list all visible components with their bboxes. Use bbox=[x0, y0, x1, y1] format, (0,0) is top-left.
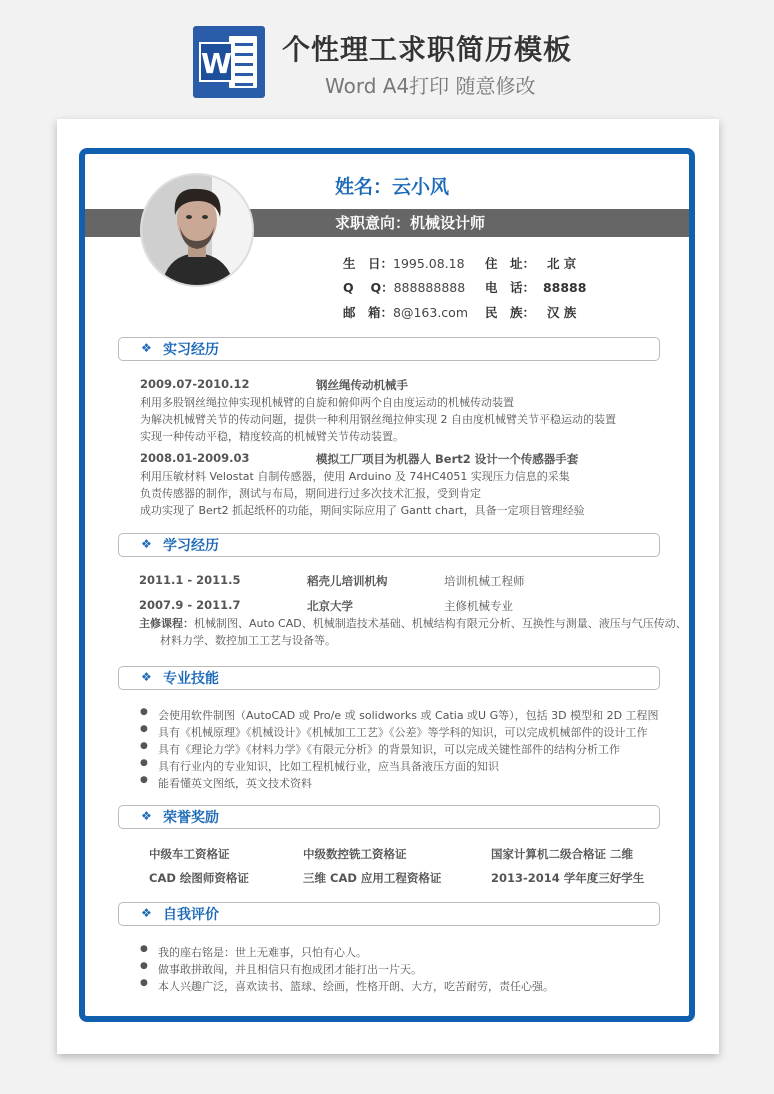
skill-item: ● 具有《理论力学》《材料力学》《有限元分析》的背景知识，可以完成关键性部件的结构分析工作 bbox=[140, 741, 620, 757]
section-title: 学习经历 bbox=[163, 538, 219, 554]
internship-line: 负责传感器的制作，测试与布局，期间进行过多次技术汇报，受到肯定 bbox=[140, 487, 481, 500]
info-email bbox=[343, 303, 468, 321]
info-value: 北 京 bbox=[546, 256, 577, 271]
info-label: 邮 箱： bbox=[343, 305, 394, 320]
word-letter: W bbox=[199, 42, 233, 82]
internship-line: 实现一种传动平稳，精度较高的机械臂关节传动装置。 bbox=[140, 430, 404, 443]
education-period: 2011.1 - 2011.5 bbox=[139, 573, 241, 587]
section-self-eval bbox=[118, 902, 660, 926]
section-title: 实习经历 bbox=[163, 342, 219, 358]
internship-period: 2009.07-2010.12 bbox=[140, 377, 250, 391]
info-address bbox=[485, 254, 576, 272]
honor-item: 中级数控铣工资格证 bbox=[303, 847, 407, 861]
section-internship bbox=[118, 337, 660, 361]
internship-line: 成功实现了 Bert2 抓起纸杯的功能，期间实际应用了 Gantt chart，具备一定项目管理经验 bbox=[140, 504, 585, 517]
document-lines-icon bbox=[229, 36, 257, 88]
info-label: 生 日： bbox=[343, 256, 394, 271]
resume-paper bbox=[57, 119, 719, 1054]
internship-title: 钢丝绳传动机械手 bbox=[316, 378, 408, 392]
portrait-photo bbox=[142, 175, 252, 285]
section-title: 荣誉奖励 bbox=[163, 810, 219, 826]
honor-item: 中级车工资格证 bbox=[149, 847, 230, 861]
page-title: 个性理工求职简历模板 bbox=[282, 33, 573, 66]
internship-line: 为解决机械臂关节的传动问题，提供一种利用钢丝绳拉伸实现 2 自由度机械臂关节平稳运动的装置 bbox=[140, 413, 616, 426]
diamond-icon: ❖ bbox=[141, 537, 152, 551]
info-qq bbox=[343, 278, 465, 296]
education-period: 2007.9 - 2011.7 bbox=[139, 598, 241, 612]
page-subtitle: Word A4打印 随意修改 bbox=[325, 74, 536, 98]
honor-item: CAD 绘图师资格证 bbox=[149, 871, 249, 885]
honor-item: 2013-2014 学年度三好学生 bbox=[491, 871, 645, 885]
courses-label: 主修课程： bbox=[139, 617, 194, 630]
courses-text: 机械制图、Auto CAD、机械制造技术基础、机械结构有限元分析、互换性与测量、液压与气压传动、 bbox=[194, 617, 687, 630]
skill-item: ● 具有行业内的专业知识，比如工程机械行业，应当具备液压方面的知识 bbox=[140, 758, 499, 774]
info-phone bbox=[485, 278, 586, 296]
info-ethnic bbox=[485, 303, 576, 321]
internship-line: 利用压敏材料 Velostat 自制传感器，使用 Arduino 及 74HC4051 实现压力信息的采集 bbox=[140, 470, 570, 483]
info-value: 8@163.com bbox=[393, 305, 468, 320]
info-label: 住 址： bbox=[485, 256, 536, 271]
candidate-name: 姓名：云小风 bbox=[335, 176, 450, 198]
self-eval-item: ● 做事敢拼敢闯，并且相信只有抱成团才能打出一片天。 bbox=[140, 961, 422, 977]
job-intent: 求职意向：机械设计师 bbox=[335, 214, 486, 232]
honor-item: 国家计算机二级合格证 二维 bbox=[491, 847, 634, 861]
education-school: 稻壳儿培训机构 bbox=[307, 574, 388, 588]
internship-period: 2008.01-2009.03 bbox=[140, 451, 250, 465]
diamond-icon: ❖ bbox=[141, 906, 152, 920]
info-label: 民 族： bbox=[485, 305, 536, 320]
education-school: 北京大学 bbox=[307, 599, 353, 613]
diamond-icon: ❖ bbox=[141, 341, 152, 355]
resume-frame bbox=[79, 148, 695, 1022]
section-title: 专业技能 bbox=[163, 671, 219, 687]
skill-item: ● 会使用软件制图（AutoCAD 或 Pro/e 或 solidworks 或 Catia 或U G等），包括 3D 模型和 2D 工程图 bbox=[140, 707, 659, 723]
section-education bbox=[118, 533, 660, 557]
info-value: 1995.08.18 bbox=[393, 256, 465, 271]
info-value: 汉 族 bbox=[546, 305, 577, 320]
internship-line: 利用多股钢丝绳拉伸实现机械臂的自旋和俯仰两个自由度运动的机械传动装置 bbox=[140, 396, 514, 409]
skill-item: ● 能看懂英文图纸，英文技术资料 bbox=[140, 775, 312, 791]
info-value: 888888888 bbox=[393, 280, 466, 295]
self-eval-item: ● 我的座右铭是：世上无难事，只怕有心人。 bbox=[140, 944, 367, 960]
avatar bbox=[142, 175, 252, 285]
diamond-icon: ❖ bbox=[141, 670, 152, 684]
diamond-icon: ❖ bbox=[141, 809, 152, 823]
section-title: 自我评价 bbox=[163, 907, 219, 923]
honor-item: 三维 CAD 应用工程资格证 bbox=[303, 871, 442, 885]
education-major: 主修机械专业 bbox=[444, 599, 513, 613]
education-major: 培训机械工程师 bbox=[444, 574, 525, 588]
info-label: 电 话： bbox=[485, 280, 536, 295]
info-value: 88888 bbox=[542, 280, 587, 295]
word-icon bbox=[193, 26, 265, 98]
courses-line-2: 材料力学、数控加工工艺与设备等。 bbox=[160, 634, 336, 647]
internship-title: 模拟工厂项目为机器人 Bert2 设计一个传感器手套 bbox=[316, 452, 579, 466]
info-label: Q Q： bbox=[343, 280, 394, 295]
section-honors bbox=[118, 805, 660, 829]
courses-line bbox=[139, 615, 687, 631]
info-birth bbox=[343, 254, 465, 272]
self-eval-item: ● 本人兴趣广泛，喜欢读书、篮球、绘画，性格开朗、大方，吃苦耐劳，责任心强。 bbox=[140, 978, 554, 994]
section-skills bbox=[118, 666, 660, 690]
skill-item: ● 具有《机械原理》《机械设计》《机械加工工艺》《公差》等学科的知识，可以完成机械部件的设计工作 bbox=[140, 724, 648, 740]
